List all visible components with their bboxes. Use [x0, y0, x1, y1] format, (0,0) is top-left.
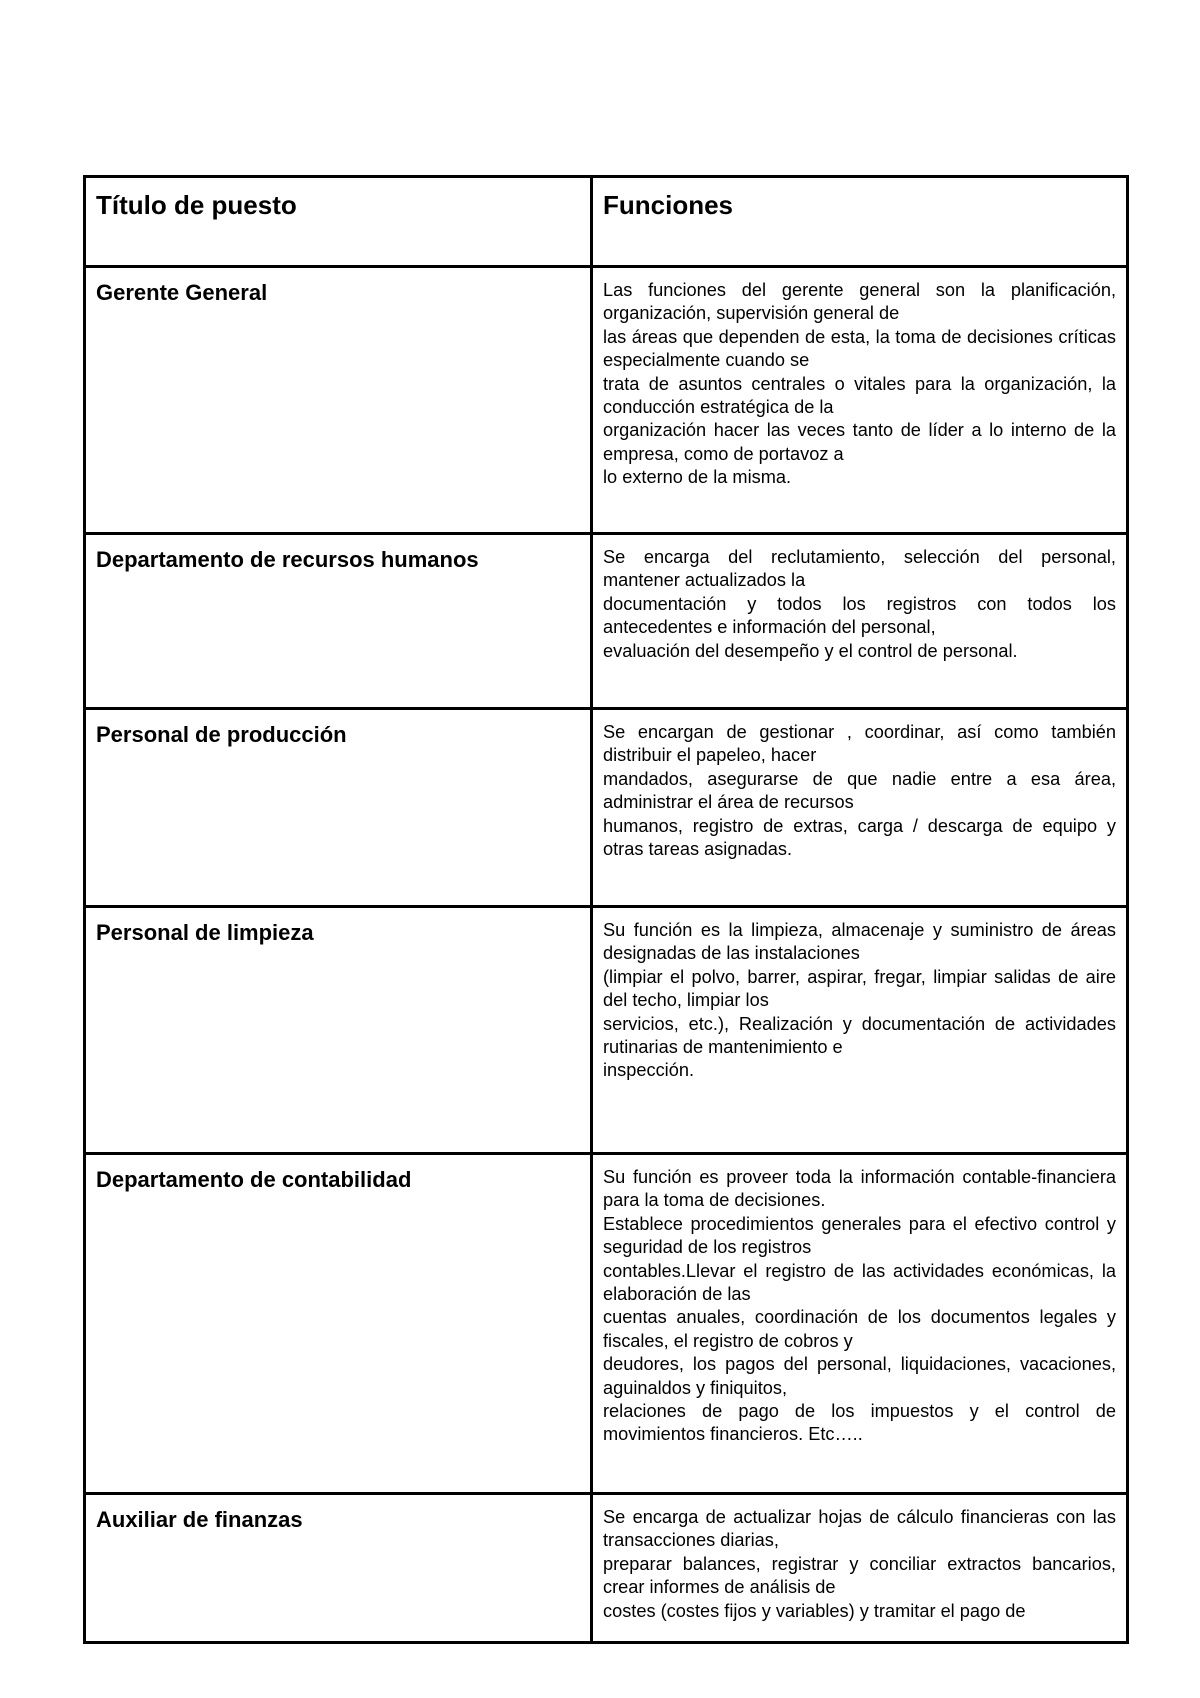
functions-text: cuentas anuales, coordinación de los documentos legales y fiscales, el registro de cobros y	[603, 1307, 1116, 1351]
table-row	[85, 709, 1128, 907]
functions-cell	[592, 907, 1128, 1154]
functions-text: Se encarga de actualizar hojas de cálculo financieras con las transacciones diarias,	[603, 1507, 1116, 1551]
functions-text: Su función es proveer toda la información contable-financiera para la toma de decisiones.	[603, 1167, 1116, 1211]
functions-text: mandados, asegurarse de que nadie entre a esa área, administrar el área de recursos	[603, 768, 1116, 813]
functions-text: preparar balances, registrar y conciliar extractos bancarios, crear informes de análisis de	[603, 1553, 1116, 1598]
functions-text: Se encarga del reclutamiento, selección del personal, mantener actualizados la	[603, 547, 1116, 591]
job-title-cell: Departamento de contabilidad	[85, 1154, 592, 1494]
table-row	[85, 1154, 1128, 1494]
functions-cell	[592, 1494, 1128, 1643]
functions-text: deudores, los pagos del personal, liquidaciones, vacaciones, aguinaldos y finiquitos,	[603, 1354, 1116, 1398]
header-job-title: Título de puesto	[85, 177, 592, 267]
job-title-cell: Gerente General	[85, 267, 592, 534]
functions-cell	[592, 267, 1128, 534]
functions-text: contables.Llevar el registro de las actividades económicas, la elaboración de las	[603, 1260, 1116, 1305]
functions-text: Establece procedimientos generales para el efectivo control y seguridad de los registros	[603, 1213, 1116, 1258]
job-title-cell: Personal de producción	[85, 709, 592, 907]
table-header-row	[85, 177, 1128, 267]
functions-text: relaciones de pago de los impuestos y el control de movimientos financieros. Etc…..	[603, 1401, 1116, 1445]
functions-text: organización hacer las veces tanto de líder a lo interno de la empresa, como de portavoz a	[603, 420, 1116, 464]
job-title-cell: Personal de limpieza	[85, 907, 592, 1154]
table-row	[85, 534, 1128, 709]
functions-text: Se encargan de gestionar , coordinar, así como también distribuir el papeleo, hacer	[603, 722, 1116, 766]
functions-text: Su función es la limpieza, almacenaje y suministro de áreas designadas de las instalaciones	[603, 920, 1116, 964]
functions-text: humanos, registro de extras, carga / descarga de equipo y otras tareas asignadas.	[603, 815, 1116, 860]
functions-cell	[592, 534, 1128, 709]
functions-text: servicios, etc.), Realización y documentación de actividades rutinarias de mantenimiento e	[603, 1013, 1116, 1058]
table-row	[85, 267, 1128, 534]
job-title-cell: Auxiliar de finanzas	[85, 1494, 592, 1643]
table-row	[85, 907, 1128, 1154]
functions-text: Las funciones del gerente general son la planificación, organización, supervisión general de	[603, 280, 1116, 324]
functions-text: costes (costes fijos y variables) y tramitar el pago de	[603, 1600, 1026, 1621]
functions-cell	[592, 709, 1128, 907]
functions-text: evaluación del desempeño y el control de personal.	[603, 640, 1018, 661]
functions-cell	[592, 1154, 1128, 1494]
functions-text: trata de asuntos centrales o vitales para la organización, la conducción estratégica de la	[603, 373, 1116, 418]
functions-text: (limpiar el polvo, barrer, aspirar, fregar, limpiar salidas de aire del techo, limpiar los	[603, 966, 1116, 1011]
job-title-cell: Departamento de recursos humanos	[85, 534, 592, 709]
header-functions: Funciones	[592, 177, 1128, 267]
functions-text: lo externo de la misma.	[603, 467, 792, 488]
functions-text: inspección.	[603, 1060, 694, 1081]
functions-text: las áreas que dependen de esta, la toma de decisiones críticas especialmente cuando se	[603, 326, 1116, 371]
job-functions-table	[83, 175, 1129, 1644]
functions-text: documentación y todos los registros con todos los antecedentes e información del personal,	[603, 593, 1116, 638]
table-row	[85, 1494, 1128, 1643]
